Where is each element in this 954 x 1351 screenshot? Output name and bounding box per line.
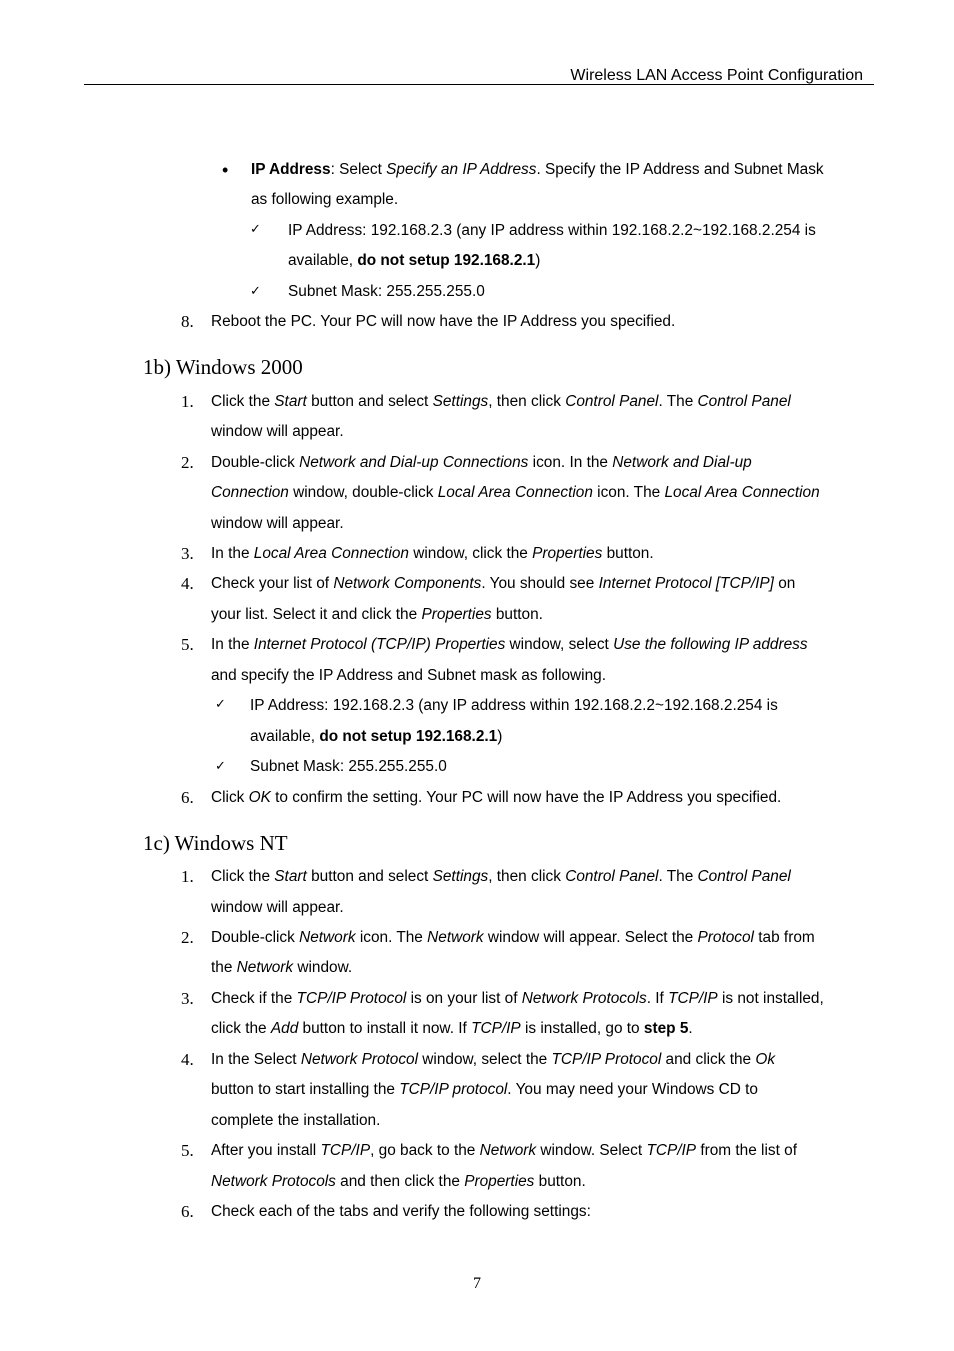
text-run: IP Address: 192.168.2.3 (any IP address within 192.168.2.2~192.168.2.254 is xyxy=(250,697,778,714)
nt-step-4-line-2 xyxy=(211,1080,758,1100)
italic-text: Network Components xyxy=(333,575,482,592)
text-run: . If xyxy=(646,990,669,1007)
step-number: 2. xyxy=(181,928,194,947)
text-run: In the xyxy=(211,545,254,562)
italic-text: TCP/IP Protocol xyxy=(296,990,407,1007)
text-run: icon. In the xyxy=(528,454,613,471)
ip-address-example-line-1 xyxy=(288,221,816,241)
italic-text: Network and Dial-up Connections xyxy=(299,454,529,471)
italic-text: Local Area Connection xyxy=(437,484,593,501)
step-8-text xyxy=(211,312,675,332)
nt-step-5-line-1 xyxy=(211,1141,797,1161)
text-run: window, double-click xyxy=(288,484,438,501)
text-run: ) xyxy=(535,252,541,269)
italic-text: OK xyxy=(248,789,271,806)
nt-step-3-line-2 xyxy=(211,1019,693,1039)
italic-text: Network xyxy=(427,929,484,946)
step-number: 2. xyxy=(181,453,194,472)
text-run: . xyxy=(688,1020,693,1037)
nt-step-4-line-3 xyxy=(211,1111,380,1131)
italic-text: TCP/IP Protocol xyxy=(551,1051,662,1068)
nt-step-3-line-1 xyxy=(211,989,824,1009)
text-run: Double-click xyxy=(211,929,300,946)
text-run: window. xyxy=(293,959,353,976)
checkmark-icon: ✓ xyxy=(250,284,261,299)
step-number: 6. xyxy=(181,788,194,807)
text-run: window will appear. Select the xyxy=(483,929,698,946)
italic-text: Network Protocol xyxy=(300,1051,419,1068)
text-run: , then click xyxy=(488,868,566,885)
text-run: window will appear. xyxy=(211,899,344,916)
nt-step-4-line-1 xyxy=(211,1050,775,1070)
bold-text: do not setup 192.168.2.1 xyxy=(319,728,498,745)
text-run: Reboot the PC. Your PC will now have the IP Address you specified. xyxy=(211,313,676,330)
step-number: 8. xyxy=(181,312,194,331)
italic-text: Properties xyxy=(421,606,492,623)
text-run: tab from xyxy=(753,929,815,946)
italic-text: Network xyxy=(479,1142,537,1159)
italic-text: Connection xyxy=(211,484,289,501)
italic-text: Properties xyxy=(464,1173,535,1190)
italic-text: Network xyxy=(299,929,356,946)
w2k-step-3-line-1 xyxy=(211,544,654,564)
italic-text: TCP/IP xyxy=(668,990,718,1007)
nt-step-5-line-2 xyxy=(211,1172,586,1192)
text-run: available, xyxy=(288,252,358,269)
header-divider xyxy=(84,84,874,85)
italic-text: Use the following IP address xyxy=(613,636,808,653)
step-number: 4. xyxy=(181,1050,194,1069)
italic-text: Control Panel xyxy=(697,868,791,885)
step-number: 3. xyxy=(181,989,194,1008)
w2k-ip-example-line-1 xyxy=(250,696,778,716)
italic-text: Network xyxy=(236,959,294,976)
text-run: button. xyxy=(534,1173,586,1190)
step-number: 5. xyxy=(181,1141,194,1160)
text-run: button and select xyxy=(306,393,433,410)
section-title-windows-nt: 1c) Windows NT xyxy=(143,831,288,855)
nt-step-2-line-1 xyxy=(211,928,815,948)
text-run: window, click the xyxy=(408,545,533,562)
italic-text: Local Area Connection xyxy=(664,484,820,501)
text-run: window, select the xyxy=(418,1051,552,1068)
text-run: is not installed, xyxy=(717,990,824,1007)
step-number: 3. xyxy=(181,544,194,563)
text-run: window. Select xyxy=(536,1142,647,1159)
text-run: Check your list of xyxy=(211,575,334,592)
text-run: is installed, go to xyxy=(520,1020,644,1037)
text-run: After you install xyxy=(211,1142,321,1159)
text-run: available, xyxy=(250,728,320,745)
w2k-ip-example-line-2 xyxy=(250,727,502,747)
ip-address-example-line-2 xyxy=(288,251,540,271)
checkmark-icon: ✓ xyxy=(215,697,226,712)
italic-text: Local Area Connection xyxy=(253,545,409,562)
italic-text: TCP/IP xyxy=(471,1020,521,1037)
italic-text: TCP/IP xyxy=(646,1142,697,1159)
text-run: In the Select xyxy=(211,1051,301,1068)
text-run: , then click xyxy=(488,393,566,410)
italic-text: TCP/IP xyxy=(320,1142,371,1159)
text-run: In the xyxy=(211,636,254,653)
step-number: 4. xyxy=(181,574,194,593)
w2k-step-5-line-1 xyxy=(211,635,808,655)
bullet-marker: • xyxy=(222,160,229,180)
ip-address-bullet-line-2 xyxy=(251,190,398,210)
text-run: Check if the xyxy=(211,990,297,1007)
ip-address-bullet-line-1 xyxy=(251,160,824,180)
w2k-step-1-line-2 xyxy=(211,422,344,442)
text-run: on xyxy=(773,575,796,592)
nt-step-1-line-1 xyxy=(211,867,791,887)
step-number: 1. xyxy=(181,392,194,411)
italic-text: Start xyxy=(274,868,307,885)
text-run: complete the installation. xyxy=(211,1112,381,1129)
italic-text: Protocol xyxy=(697,929,754,946)
text-run: ) xyxy=(497,728,503,745)
bold-text: IP Address xyxy=(251,161,331,178)
text-run: window will appear. xyxy=(211,423,344,440)
italic-text: Control Panel xyxy=(565,393,659,410)
text-run: icon. The xyxy=(355,929,428,946)
italic-text: Properties xyxy=(532,545,603,562)
text-run: as following example. xyxy=(251,191,399,208)
text-run: button to install it now. If xyxy=(298,1020,472,1037)
text-run: button. xyxy=(491,606,543,623)
page-number: 7 xyxy=(473,1275,481,1292)
step-number: 5. xyxy=(181,635,194,654)
text-run: . You should see xyxy=(481,575,599,592)
bold-text: do not setup 192.168.2.1 xyxy=(357,252,536,269)
text-run: window will appear. xyxy=(211,515,344,532)
text-run: , go back to the xyxy=(370,1142,480,1159)
text-run: Subnet Mask: 255.255.255.0 xyxy=(288,283,485,300)
text-run: : Select xyxy=(330,161,387,178)
bold-text: step 5 xyxy=(643,1020,689,1037)
w2k-step-2-line-3 xyxy=(211,514,344,534)
checkmark-icon: ✓ xyxy=(250,222,261,237)
text-run: button. xyxy=(602,545,654,562)
section-title-windows-2000: 1b) Windows 2000 xyxy=(143,355,303,379)
nt-step-6-line-1 xyxy=(211,1202,591,1222)
text-run: Click the xyxy=(211,393,275,410)
italic-text: Start xyxy=(274,393,307,410)
w2k-step-2-line-1 xyxy=(211,453,752,473)
w2k-step-4-line-1 xyxy=(211,574,795,594)
text-run: from the list of xyxy=(696,1142,797,1159)
italic-text: Network Protocols xyxy=(211,1173,336,1190)
text-run: and then click the xyxy=(335,1173,465,1190)
italic-text: Settings xyxy=(432,868,489,885)
w2k-step-2-line-2 xyxy=(211,483,820,503)
w2k-step-1-line-1 xyxy=(211,392,791,412)
italic-text: Control Panel xyxy=(565,868,659,885)
step-number: 6. xyxy=(181,1202,194,1221)
text-run: Check each of the tabs and verify the following settings: xyxy=(211,1203,591,1220)
running-header: Wireless LAN Access Point Configuration xyxy=(570,67,863,84)
italic-text: TCP/IP protocol xyxy=(399,1081,508,1098)
text-run: Subnet Mask: 255.255.255.0 xyxy=(250,758,447,775)
w2k-subnet-example xyxy=(250,757,447,777)
italic-text: Internet Protocol (TCP/IP) Properties xyxy=(253,636,506,653)
italic-text: Network Protocols xyxy=(521,990,647,1007)
nt-step-1-line-2 xyxy=(211,898,344,918)
text-run: to confirm the setting. Your PC will now have the IP Address you specified. xyxy=(270,789,782,806)
checkmark-icon: ✓ xyxy=(215,759,226,774)
italic-text: Ok xyxy=(755,1051,776,1068)
w2k-step-5-line-2 xyxy=(211,666,606,686)
text-run: IP Address: 192.168.2.3 (any IP address within 192.168.2.2~192.168.2.254 is xyxy=(288,222,816,239)
text-run: . The xyxy=(658,393,698,410)
text-run: your list. Select it and click the xyxy=(211,606,422,623)
text-run: . Specify the IP Address and Subnet Mask xyxy=(536,161,824,178)
text-run: icon. The xyxy=(592,484,665,501)
text-run: . You may need your Windows CD to xyxy=(507,1081,758,1098)
text-run: window, select xyxy=(505,636,614,653)
text-run: Double-click xyxy=(211,454,300,471)
text-run: button to start installing the xyxy=(211,1081,400,1098)
text-run: and click the xyxy=(661,1051,756,1068)
text-run: and specify the IP Address and Subnet mask as following. xyxy=(211,667,606,684)
text-run: is on your list of xyxy=(406,990,522,1007)
text-run: Click the xyxy=(211,868,275,885)
italic-text: Control Panel xyxy=(697,393,791,410)
text-run: Click xyxy=(211,789,249,806)
subnet-mask-example xyxy=(288,282,485,302)
w2k-step-6-line-1 xyxy=(211,788,781,808)
italic-text: Settings xyxy=(432,393,489,410)
italic-text: Specify an IP Address xyxy=(386,161,537,178)
italic-text: Network and Dial-up xyxy=(612,454,752,471)
w2k-step-4-line-2 xyxy=(211,605,543,625)
text-run: button and select xyxy=(306,868,433,885)
italic-text: Add xyxy=(270,1020,299,1037)
text-run: the xyxy=(211,959,237,976)
text-run: click the xyxy=(211,1020,271,1037)
step-number: 1. xyxy=(181,867,194,886)
text-run: . The xyxy=(658,868,698,885)
italic-text: Internet Protocol [TCP/IP] xyxy=(598,575,774,592)
nt-step-2-line-2 xyxy=(211,958,352,978)
